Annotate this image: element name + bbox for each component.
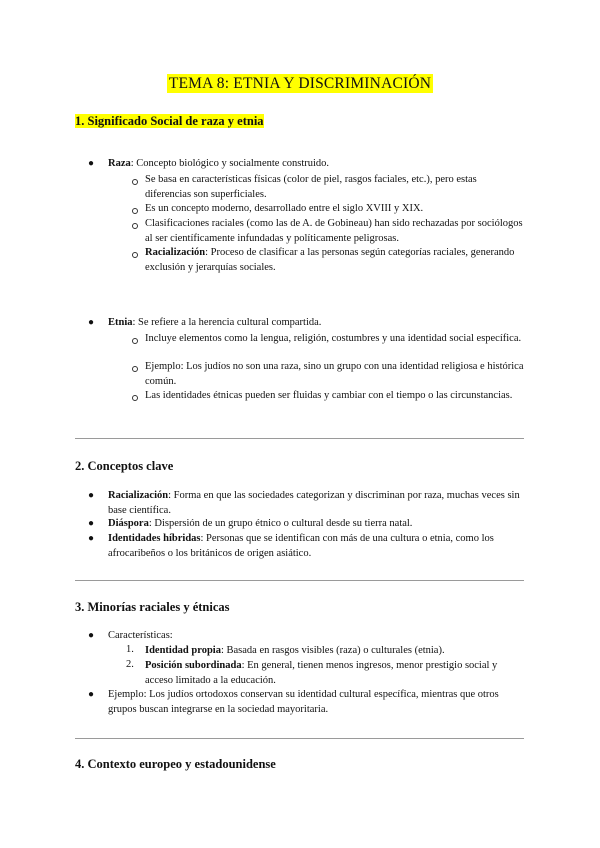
numbered-item-2	[145, 659, 525, 688]
concept-item-2	[108, 517, 528, 532]
bullet-icon: ●	[88, 689, 95, 700]
concept-term: Racialización	[108, 490, 169, 501]
raza-sub-1: Se basa en características físicas (color de piel, rasgos faciales, etc.), pero estas diferencias son superficiales.	[145, 174, 477, 200]
circle-bullet-icon	[132, 366, 138, 372]
divider	[75, 738, 524, 739]
ejemplo-item: Ejemplo: Los judíos ortodoxos conservan su identidad cultural específica, mientras que otros grupos buscan integrarse en la sociedad mayoritaria.	[108, 689, 499, 715]
racializacion-term: Racialización	[145, 247, 206, 258]
etnia-sub-2: Ejemplo: Los judíos no son una raza, sino un grupo con una identidad religiosa e histórica común.	[145, 361, 524, 387]
circle-bullet-icon	[132, 252, 138, 258]
bullet-icon: ●	[88, 317, 95, 328]
concept-text: : Dispersión de un grupo étnico o cultural desde su tierra natal.	[148, 518, 413, 529]
etnia-sub-1: Incluye elementos como la lengua, religión, costumbres y una identidad social específica.	[145, 333, 522, 344]
bullet-icon: ●	[88, 630, 95, 641]
circle-bullet-icon	[132, 223, 138, 229]
raza-sub-4	[145, 246, 525, 275]
bullet-icon: ●	[88, 490, 95, 501]
concept-term: Diáspora	[108, 518, 149, 529]
raza-sub-2: Es un concepto moderno, desarrollado entre el siglo XVIII y XIX.	[145, 203, 424, 214]
divider	[75, 438, 524, 439]
bullet-icon: ●	[88, 533, 95, 544]
etnia-item	[108, 316, 528, 331]
raza-text: : Concepto biológico y socialmente construido.	[130, 158, 330, 169]
title-wrap	[0, 75, 600, 93]
numbered-term: Identidad propia	[145, 645, 221, 656]
concept-item-3	[108, 532, 528, 561]
concept-item-1	[108, 489, 528, 518]
section3-heading: 3. Minorías raciales y étnicas	[75, 600, 230, 614]
circle-bullet-icon	[132, 395, 138, 401]
raza-item	[108, 157, 528, 172]
circle-bullet-icon	[132, 179, 138, 185]
etnia-term: Etnia	[108, 317, 133, 328]
racializacion-text: : Proceso de clasificar a las personas según categorías raciales, generando exclusión y jerarquías sociales.	[145, 247, 515, 273]
numbered-text: : En general, tienen menos ingresos, menor prestigio social y acceso limitado a la educación.	[145, 660, 498, 686]
divider	[75, 580, 524, 581]
circle-bullet-icon	[132, 208, 138, 214]
bullet-icon: ●	[88, 518, 95, 529]
numbered-term: Posición subordinada	[145, 660, 242, 671]
caracteristicas-label: Características:	[108, 630, 173, 641]
section4-heading: 4. Contexto europeo y estadounidense	[75, 757, 276, 771]
raza-sub-3: Clasificaciones raciales (como las de A. de Gobineau) han sido rechazadas por sociólogos al ser científicamente infundadas y políticamente peligrosas.	[145, 218, 523, 244]
number-marker: 2.	[126, 659, 134, 670]
concept-term: Identidades híbridas	[108, 533, 201, 544]
section2-heading: 2. Conceptos clave	[75, 459, 174, 473]
numbered-item-1	[145, 644, 525, 659]
section1-heading: 1. Significado Social de raza y etnia	[75, 114, 264, 128]
page-title: TEMA 8: ETNIA Y DISCRIMINACIÓN	[168, 75, 432, 92]
concept-text: : Forma en que las sociedades categorizan y discriminan por raza, muchas veces sin base científica.	[108, 490, 520, 516]
concept-text: : Personas que se identifican con más de una cultura o etnia, como los afrocaribeños o los británicos de origen asiático.	[108, 533, 494, 559]
circle-bullet-icon	[132, 338, 138, 344]
raza-term: Raza	[108, 158, 131, 169]
etnia-text: : Se refiere a la herencia cultural compartida.	[132, 317, 322, 328]
bullet-icon: ●	[88, 158, 95, 169]
etnia-sub-3: Las identidades étnicas pueden ser fluidas y cambiar con el tiempo o las circunstancias.	[145, 390, 513, 401]
numbered-text: : Basada en rasgos visibles (raza) o culturales (etnia).	[220, 645, 445, 656]
number-marker: 1.	[126, 644, 134, 655]
